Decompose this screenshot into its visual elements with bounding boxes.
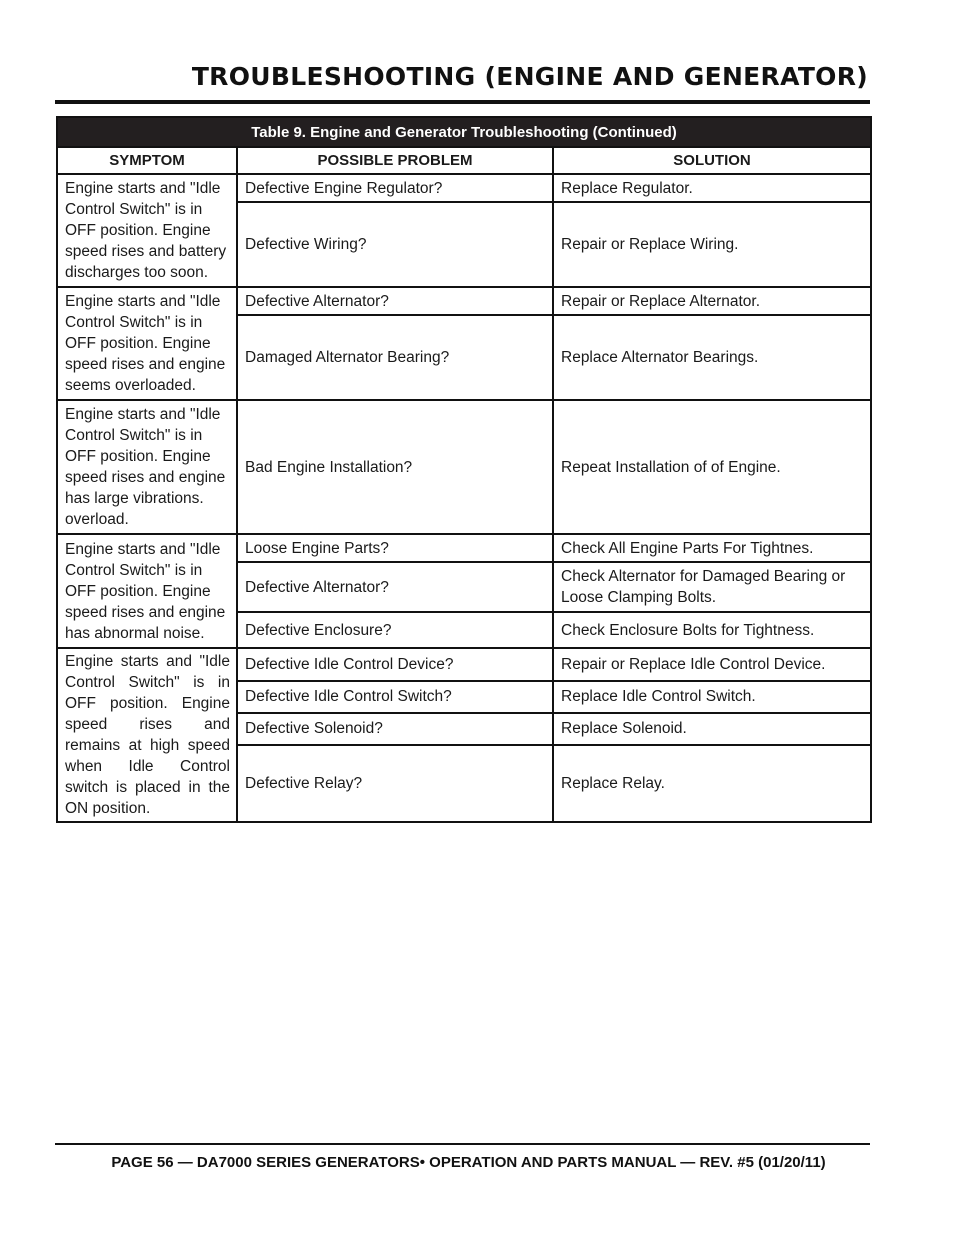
table-row bbox=[57, 174, 871, 202]
symptom-cell: Engine starts and "Idle Control Switch" is in OFF position. Engine speed rises and engine has abnormal noise. bbox=[57, 534, 237, 648]
symptom-cell: Engine starts and "Idle Control Switch" is in OFF position. Engine speed rises and engine seems overloaded. bbox=[57, 287, 237, 400]
problem-cell: Damaged Alternator Bearing? bbox=[237, 315, 553, 400]
table-header-row bbox=[57, 147, 871, 174]
problem-cell: Defective Idle Control Switch? bbox=[237, 681, 553, 713]
solution-cell: Repair or Replace Idle Control Device. bbox=[553, 648, 871, 681]
page-footer: PAGE 56 — DA7000 SERIES GENERATORS• OPERATION AND PARTS MANUAL — REV. #5 (01/20/11) bbox=[111, 1154, 826, 1171]
problem-cell: Defective Wiring? bbox=[237, 202, 553, 287]
problem-cell: Defective Relay? bbox=[237, 745, 553, 822]
table-row bbox=[57, 287, 871, 315]
problem-cell: Defective Solenoid? bbox=[237, 713, 553, 745]
problem-cell: Loose Engine Parts? bbox=[237, 534, 553, 562]
table-row bbox=[57, 534, 871, 562]
table-row bbox=[57, 400, 871, 534]
symptom-cell: Engine starts and "Idle Control Switch" is in OFF position. Engine speed rises and battery discharges too soon. bbox=[57, 174, 237, 287]
table-caption: Table 9. Engine and Generator Troubleshooting (Continued) bbox=[57, 117, 871, 147]
solution-cell: Check Alternator for Damaged Bearing or Loose Clamping Bolts. bbox=[553, 562, 871, 612]
page-title: TROUBLESHOOTING (ENGINE AND GENERATOR) bbox=[191, 62, 868, 91]
problem-cell: Defective Alternator? bbox=[237, 287, 553, 315]
solution-cell: Check Enclosure Bolts for Tightness. bbox=[553, 612, 871, 648]
table-row bbox=[57, 648, 871, 681]
footer-divider bbox=[55, 1143, 870, 1145]
problem-cell: Defective Engine Regulator? bbox=[237, 174, 553, 202]
column-header-possible-problem: POSSIBLE PROBLEM bbox=[237, 147, 553, 174]
solution-cell: Replace Relay. bbox=[553, 745, 871, 822]
problem-cell: Defective Alternator? bbox=[237, 562, 553, 612]
column-header-symptom: SYMPTOM bbox=[57, 147, 237, 174]
solution-cell: Replace Idle Control Switch. bbox=[553, 681, 871, 713]
problem-cell: Defective Idle Control Device? bbox=[237, 648, 553, 681]
solution-cell: Replace Alternator Bearings. bbox=[553, 315, 871, 400]
title-divider bbox=[55, 100, 870, 104]
table-caption-row bbox=[57, 117, 871, 147]
solution-cell: Replace Solenoid. bbox=[553, 713, 871, 745]
problem-cell: Bad Engine Installation? bbox=[237, 400, 553, 534]
solution-cell: Repair or Replace Wiring. bbox=[553, 202, 871, 287]
troubleshooting-table bbox=[56, 116, 872, 823]
column-header-solution: SOLUTION bbox=[553, 147, 871, 174]
symptom-cell: Engine starts and "Idle Control Switch" is in OFF position. Engine speed rises and remains at high speed when Idle Control switch is placed in the ON position. bbox=[57, 648, 237, 822]
solution-cell: Check All Engine Parts For Tightnes. bbox=[553, 534, 871, 562]
symptom-cell: Engine starts and "Idle Control Switch" is in OFF position. Engine speed rises and engine has large vibrations. overload. bbox=[57, 400, 237, 534]
solution-cell: Repair or Replace Alternator. bbox=[553, 287, 871, 315]
solution-cell: Replace Regulator. bbox=[553, 174, 871, 202]
solution-cell: Repeat Installation of of Engine. bbox=[553, 400, 871, 534]
problem-cell: Defective Enclosure? bbox=[237, 612, 553, 648]
